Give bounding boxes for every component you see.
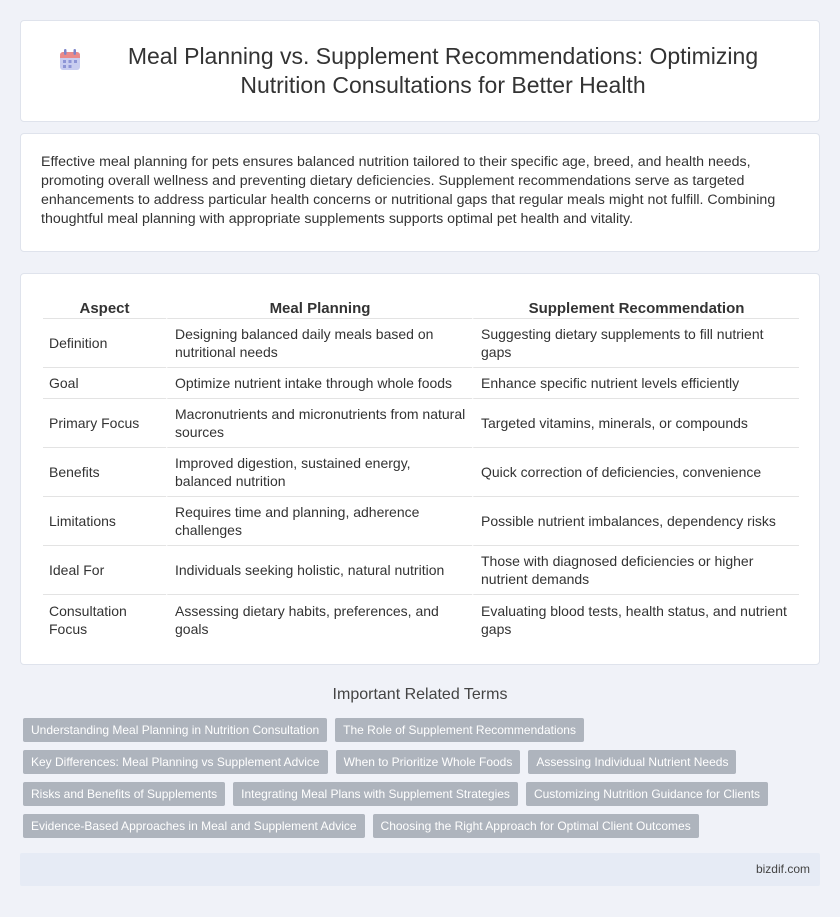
header-supplement: Supplement Recommendation [472, 295, 799, 319]
intro-card [20, 133, 820, 252]
row-aspect: Ideal For [43, 546, 166, 595]
related-term-tag[interactable]: Evidence-Based Approaches in Meal and Supplement Advice [23, 814, 365, 838]
row-aspect: Consultation Focus [49, 602, 127, 637]
page-title: Meal Planning vs. Supplement Recommendations: Optimizing Nutrition Consultations for Better Health [127, 43, 759, 98]
footer-brand[interactable]: bizdif.com [755, 862, 810, 876]
row-aspect: Limitations [43, 497, 166, 546]
row-meal-planning: Designing balanced daily meals based on nutritional needs [166, 319, 472, 368]
row-supplement: Targeted vitamins, minerals, or compounds [472, 399, 799, 448]
row-meal-planning: Requires time and planning, adherence challenges [166, 497, 472, 546]
row-meal-planning: Macronutrients and micronutrients from natural sources [166, 399, 472, 448]
table-row [43, 546, 799, 595]
row-aspect: Primary Focus [43, 399, 166, 448]
related-term-tag[interactable]: Customizing Nutrition Guidance for Clients [526, 782, 768, 806]
related-term-tag[interactable]: Key Differences: Meal Planning vs Supplement Advice [23, 750, 328, 774]
row-supplement: Enhance specific nutrient levels efficiently [472, 368, 799, 399]
row-supplement: Those with diagnosed deficiencies or higher nutrient demands [472, 546, 799, 595]
related-term-tag[interactable]: When to Prioritize Whole Foods [336, 750, 521, 774]
table-row [43, 368, 799, 399]
related-terms-title: Important Related Terms [332, 686, 508, 703]
header-meal-planning: Meal Planning [166, 295, 472, 319]
tag-row [23, 782, 823, 806]
title-wrap [27, 42, 813, 100]
related-term-tag[interactable]: Choosing the Right Approach for Optimal Client Outcomes [373, 814, 699, 838]
related-term-tag[interactable]: Risks and Benefits of Supplements [23, 782, 225, 806]
tag-row [23, 718, 823, 742]
related-term-tag[interactable]: The Role of Supplement Recommendations [335, 718, 584, 742]
related-terms-tags [23, 718, 823, 846]
calendar-icon [57, 47, 83, 73]
header-card [20, 20, 820, 122]
related-term-tag[interactable]: Understanding Meal Planning in Nutrition Consultation [23, 718, 327, 742]
table-row [43, 448, 799, 497]
row-aspect: Goal [43, 368, 166, 399]
table-row [43, 319, 799, 368]
row-aspect: Benefits [43, 448, 166, 497]
table-row [43, 497, 799, 546]
footer [20, 853, 820, 886]
header-aspect: Aspect [43, 295, 166, 319]
comparison-table [43, 295, 799, 644]
related-term-tag[interactable]: Assessing Individual Nutrient Needs [528, 750, 736, 774]
row-supplement: Quick correction of deficiencies, convenience [472, 448, 799, 497]
related-term-tag[interactable]: Integrating Meal Plans with Supplement Strategies [233, 782, 518, 806]
table-row [43, 595, 799, 644]
table-row [43, 399, 799, 448]
row-meal-planning: Improved digestion, sustained energy, balanced nutrition [166, 448, 472, 497]
intro-text: Effective meal planning for pets ensures balanced nutrition tailored to their specific age, breed, and health needs, promoting overall wellness and preventing dietary deficiencies. Supplement recommendations serve as targeted enhancements to address particular health concerns or nutritional gaps that regular meals might not fulfill. Combining thoughtful meal planning with appropriate supplements supports optimal pet health and vitality. [41, 154, 776, 227]
row-meal-planning: Assessing dietary habits, preferences, and goals [166, 595, 472, 644]
row-supplement: Suggesting dietary supplements to fill nutrient gaps [472, 319, 799, 368]
tag-row [23, 750, 823, 774]
row-supplement: Possible nutrient imbalances, dependency risks [472, 497, 799, 546]
row-aspect: Definition [43, 319, 166, 368]
row-meal-planning: Optimize nutrient intake through whole foods [166, 368, 472, 399]
row-meal-planning: Individuals seeking holistic, natural nutrition [166, 546, 472, 595]
row-supplement: Evaluating blood tests, health status, and nutrient gaps [472, 595, 799, 644]
table-header-row [43, 295, 799, 319]
comparison-table-card [20, 273, 820, 665]
tag-row [23, 814, 823, 838]
